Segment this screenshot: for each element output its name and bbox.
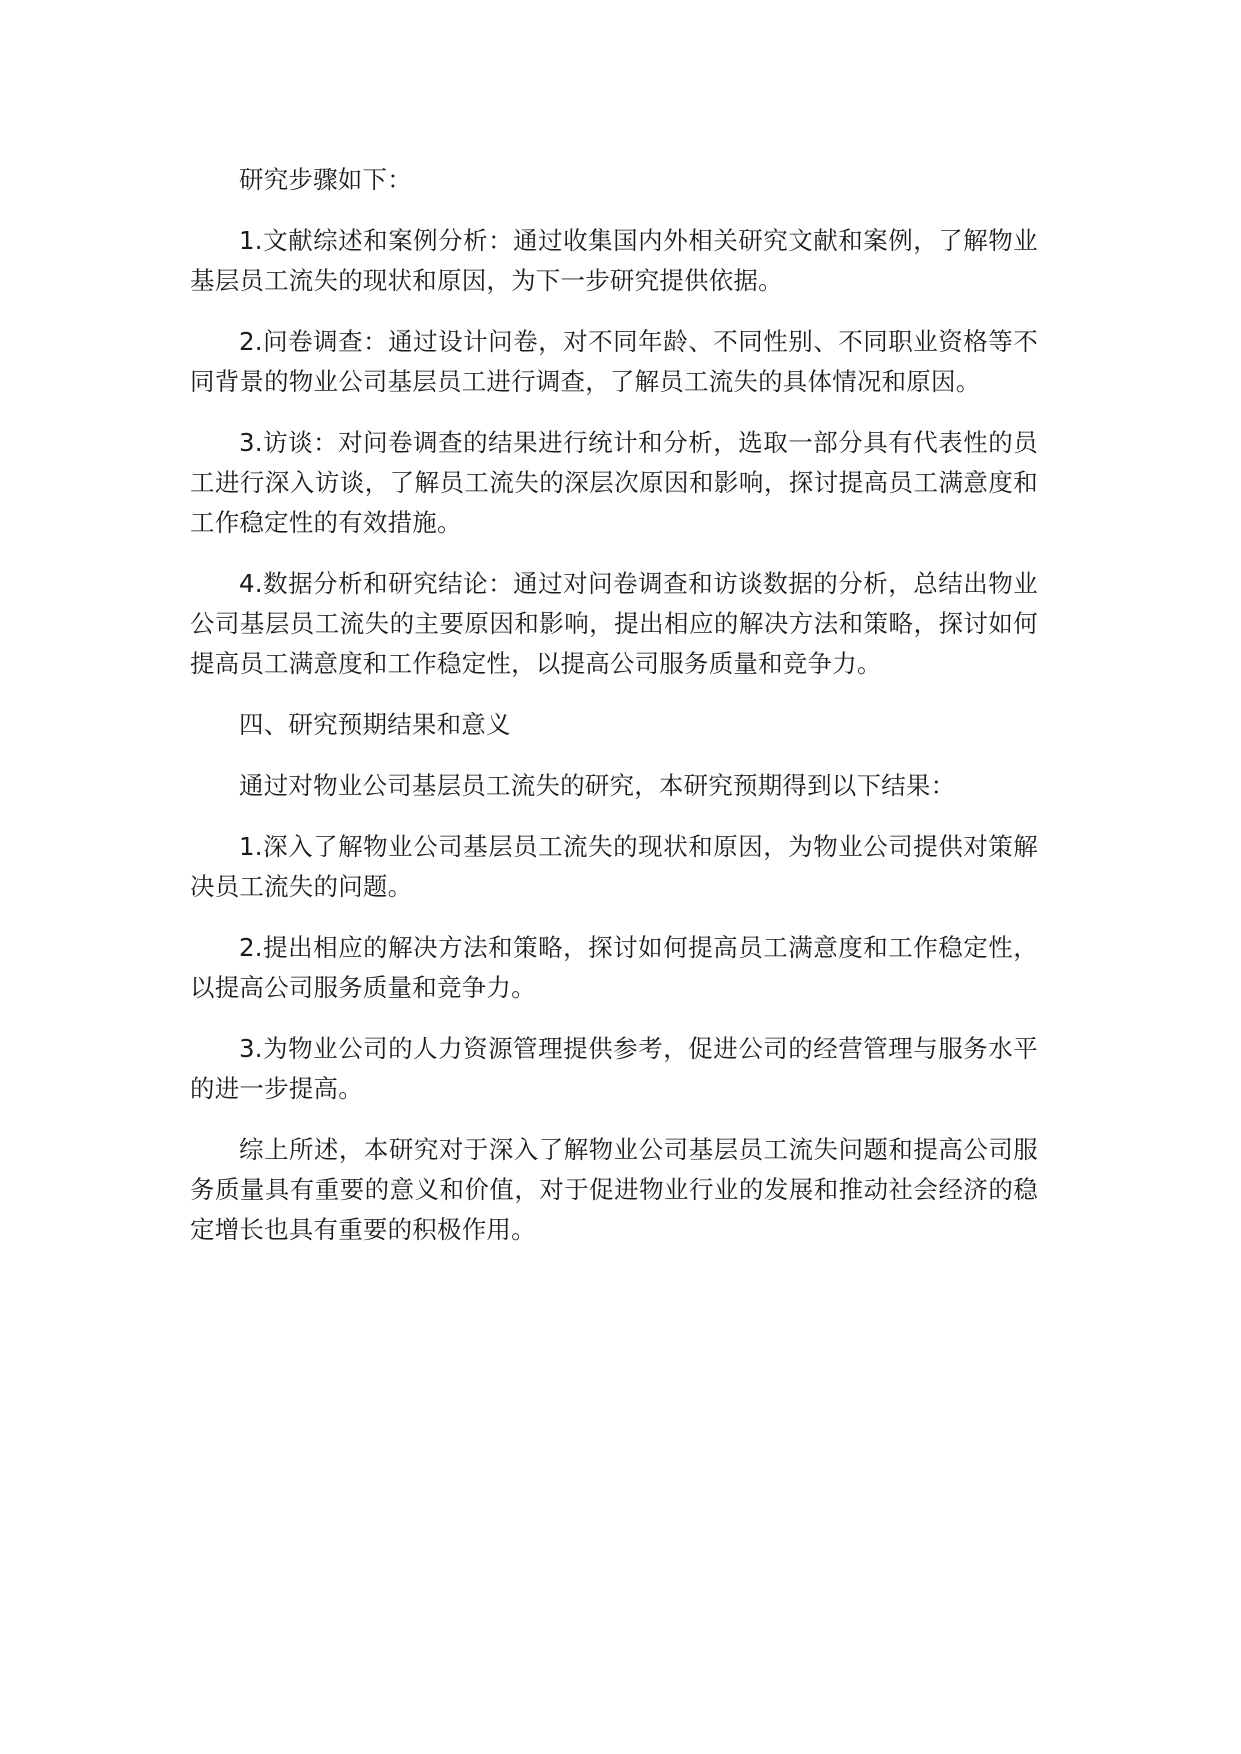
paragraph-step-1: 1.文献综述和案例分析：通过收集国内外相关研究文献和案例，了解物业基层员工流失的现状和原因，为下一步研究提供依据。	[190, 226, 1038, 295]
paragraph-result-1: 1.深入了解物业公司基层员工流失的现状和原因，为物业公司提供对策解决员工流失的问题。	[190, 832, 1038, 901]
paragraph-step-3: 3.访谈：对问卷调查的结果进行统计和分析，选取一部分具有代表性的员工进行深入访谈，了解员工流失的深层次原因和影响，探讨提高员工满意度和工作稳定性的有效措施。	[190, 428, 1038, 537]
paragraph-conclusion: 综上所述，本研究对于深入了解物业公司基层员工流失问题和提高公司服务质量具有重要的意义和价值，对于促进物业行业的发展和推动社会经济的稳定增长也具有重要的积极作用。	[190, 1135, 1038, 1244]
paragraph-result-2: 2.提出相应的解决方法和策略，探讨如何提高员工满意度和工作稳定性，以提高公司服务质量和竞争力。	[190, 933, 1038, 1002]
paragraph-step-2: 2.问卷调查：通过设计问卷，对不同年龄、不同性别、不同职业资格等不同背景的物业公司基层员工进行调查，了解员工流失的具体情况和原因。	[190, 327, 1038, 396]
paragraph-steps-intro: 研究步骤如下：	[239, 165, 412, 194]
paragraph-results-intro: 通过对物业公司基层员工流失的研究，本研究预期得到以下结果：	[239, 771, 956, 800]
paragraph-step-4: 4.数据分析和研究结论：通过对问卷调查和访谈数据的分析，总结出物业公司基层员工流失的主要原因和影响，提出相应的解决方法和策略，探讨如何提高员工满意度和工作稳定性，以提高公司服务质量和竞争力。	[190, 569, 1038, 678]
paragraph-result-3: 3.为物业公司的人力资源管理提供参考，促进公司的经营管理与服务水平的进一步提高。	[190, 1034, 1038, 1103]
section-heading: 四、研究预期结果和意义	[239, 710, 511, 739]
